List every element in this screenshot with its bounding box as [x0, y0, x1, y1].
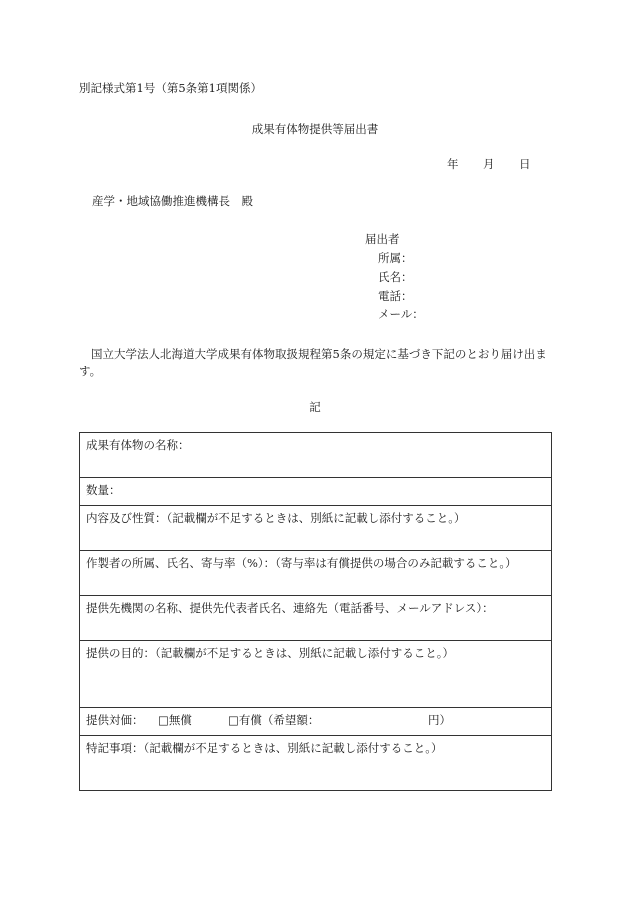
- date-month: 月: [483, 157, 495, 171]
- special-notes-cell: 特記事項：（記載欄が不足するときは、別紙に記載し添付すること。）: [80, 736, 552, 791]
- addressee: 産学・地域協働推進機構長 殿: [92, 194, 253, 208]
- submitter-email: メール：: [378, 307, 424, 321]
- quantity-cell: 数量：: [80, 478, 552, 506]
- payment-yen: 円）: [428, 713, 451, 727]
- form-number: 別記様式第1号（第5条第1項関係）: [79, 81, 262, 95]
- payment-free-option: □無償: [158, 713, 192, 727]
- payment-cell: [80, 708, 552, 736]
- ki-heading: 記: [309, 400, 321, 414]
- creator-cell: 作製者の所属、氏名、寄与率（%）：（寄与率は有償提供の場合のみ記載すること。）: [80, 551, 552, 596]
- body-text: 国立大学法人北海道大学成果有体物取扱規程第5条の規定に基づき下記のとおり届け出ます。: [79, 347, 547, 378]
- item-name-cell: 成果有体物の名称：: [80, 433, 552, 478]
- date-line: [447, 156, 531, 172]
- payment-paid-option: □有償（希望額：: [228, 713, 320, 727]
- submitter-affiliation: 所属：: [378, 251, 413, 265]
- submitter-label: 届出者: [365, 232, 400, 246]
- submitter-phone: 電話：: [378, 289, 413, 303]
- submitter-name: 氏名：: [378, 270, 413, 284]
- form-table: [79, 432, 552, 791]
- content-cell: 内容及び性質：（記載欄が不足するときは、別紙に記載し添付すること。）: [80, 506, 552, 551]
- document-title: 成果有体物提供等届出書: [251, 122, 379, 136]
- date-year: 年: [447, 157, 459, 171]
- payment-label: 提供対価：: [86, 713, 144, 727]
- purpose-cell: 提供の目的：（記載欄が不足するときは、別紙に記載し添付すること。）: [80, 641, 552, 708]
- date-day: 日: [519, 157, 531, 171]
- recipient-cell: 提供先機関の名称、提供先代表者氏名、連絡先（電話番号、メールアドレス）：: [80, 596, 552, 641]
